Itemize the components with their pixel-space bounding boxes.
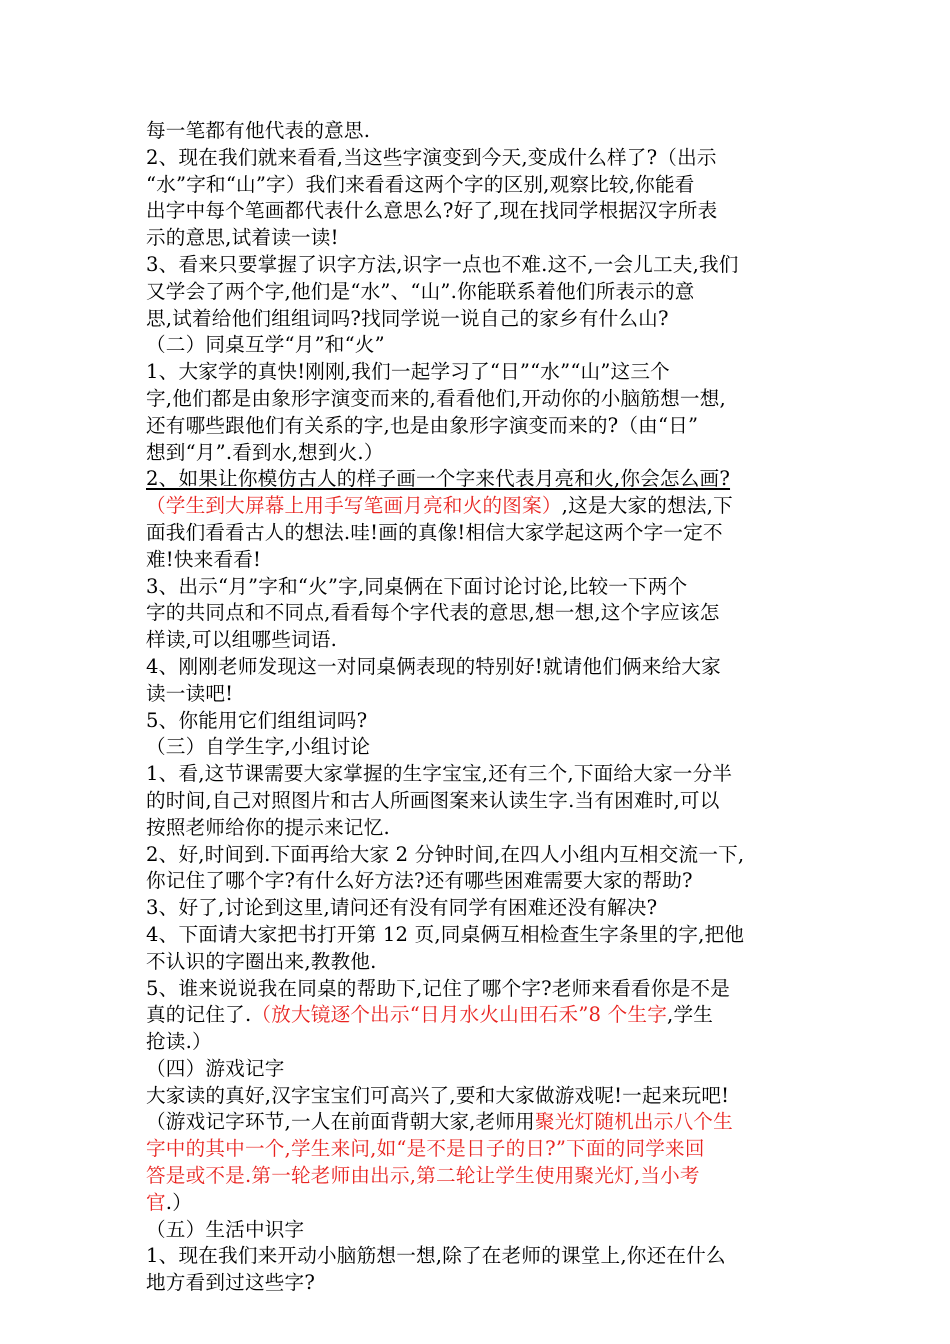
text-segment: ,学生 (667, 1003, 714, 1027)
text-segment: “水”字和“山”字）我们来看看这两个字的区别,观察比较,你能看 (146, 172, 695, 196)
text-line (146, 547, 810, 574)
text-segment: 的时间,自己对照图片和古人所画图案来认读生字.当有困难时,可以 (146, 788, 720, 812)
text-segment: 大家读的真好,汉字宝宝们可高兴了,要和大家做游戏呢!一起来玩吧! (146, 1083, 730, 1107)
text-line (146, 734, 810, 761)
text-line (146, 842, 810, 869)
text-line (146, 815, 810, 842)
text-line (146, 895, 810, 922)
text-line (146, 1270, 810, 1297)
text-line (146, 627, 810, 654)
text-segment: 5、你能用它们组组词吗? (146, 708, 368, 732)
text-line (146, 1029, 810, 1056)
text-line (146, 976, 810, 1003)
text-line (146, 1136, 810, 1163)
text-segment: 你记住了哪个字?有什么好方法?还有哪些困难需要大家的帮助? (146, 869, 693, 893)
text-segment: （二）同桌互学“月”和“火” (146, 333, 385, 357)
text-line (146, 359, 810, 386)
text-line (146, 1109, 810, 1136)
text-line (146, 493, 810, 520)
text-segment: 想到“月”.看到水,想到火.） (146, 440, 384, 464)
text-line (146, 761, 810, 788)
text-segment: 每一笔都有他代表的意思. (146, 119, 371, 142)
document-body (146, 118, 810, 1297)
text-line (146, 279, 810, 306)
text-segment: 3、出示“月”字和“火”字,同桌俩在下面讨论讨论,比较一下两个 (146, 574, 688, 598)
text-segment: 样读,可以组哪些词语. (146, 628, 338, 652)
text-line (146, 681, 810, 708)
highlighted-text: 字中的其中一个,学生来问,如“是不是日子的日?”下面的同学来回 (146, 1137, 705, 1161)
text-line (146, 1190, 810, 1217)
text-segment: 出字中每个笔画都代表什么意思么?好了,现在找同学根据汉字所表 (146, 199, 718, 223)
text-segment: 字,他们都是由象形字演变而来的,看看他们,开动你的小脑筋想一想, (146, 386, 726, 410)
text-line (146, 386, 810, 413)
text-segment: （游戏记字环节,一人在前面背朝大家,老师用 (146, 1110, 535, 1134)
text-line (146, 413, 810, 440)
text-segment: 5、谁来说说我在同桌的帮助下,记住了哪个字?老师来看看你是不是 (146, 976, 731, 1000)
text-line (146, 1083, 810, 1110)
highlighted-text: （学生到大屏幕上用手写笔画月亮和火的图案） (146, 494, 562, 518)
text-segment: 又学会了两个字,他们是“水”、“山”.你能联系着他们所表示的意 (146, 279, 695, 303)
text-line (146, 118, 810, 145)
text-line (146, 1217, 810, 1244)
highlighted-text: 官 (146, 1190, 166, 1214)
text-segment: 难!快来看看! (146, 547, 262, 571)
text-segment: 面我们看看古人的想法.哇!画的真像!相信大家学起这两个字一定不 (146, 520, 723, 544)
text-segment: ,这是大家的想法,下 (561, 494, 733, 518)
text-line (146, 1163, 810, 1190)
text-segment: 1、现在我们来开动小脑筋想一想,除了在老师的课堂上,你还在什么 (146, 1244, 726, 1268)
text-segment: 3、好了,讨论到这里,请问还有没有同学有困难还没有解决? (146, 896, 658, 920)
text-segment: .） (165, 1190, 193, 1214)
text-line (146, 466, 810, 493)
text-segment: 2、好,时间到.下面再给大家 2 分钟时间,在四人小组内互相交流一下, (146, 842, 745, 866)
text-segment: 1、看,这节课需要大家掌握的生字宝宝,还有三个,下面给大家一分半 (146, 762, 733, 786)
text-segment: 抢读.） (146, 1030, 212, 1054)
text-segment: （五）生活中识字 (146, 1217, 305, 1241)
text-segment: 2、现在我们就来看看,当这些字演变到今天,变成什么样了?（出示 (146, 145, 717, 169)
text-line (146, 252, 810, 279)
text-segment: 4、下面请大家把书打开第 12 页,同桌俩互相检查生字条里的字,把他 (146, 922, 745, 946)
highlighted-text: 聚光灯随机出示八个生 (534, 1110, 733, 1134)
highlighted-text: （放大镜逐个出示“日月水火山田石禾”8 个生字 (251, 1003, 668, 1027)
text-segment: 示的意思,试着读一读! (146, 226, 339, 250)
text-segment: 读一读吧! (146, 681, 234, 705)
text-line (146, 306, 810, 333)
text-segment: 思,试着给他们组组词吗?找同学说一说自己的家乡有什么山? (146, 306, 669, 330)
text-segment: 1、大家学的真快!刚刚,我们一起学习了“日”“水”“山”这三个 (146, 360, 670, 384)
text-line (146, 600, 810, 627)
text-segment: 2、如果让你模仿古人的样子画一个字来代表月亮和火,你会怎么画? (146, 467, 731, 491)
text-segment: 地方看到过这些字? (146, 1271, 316, 1295)
text-segment: 按照老师给你的提示来记忆. (146, 815, 390, 839)
text-line (146, 868, 810, 895)
text-line (146, 332, 810, 359)
text-line (146, 1002, 810, 1029)
text-segment: 4、刚刚老师发现这一对同桌俩表现的特别好!就请他们俩来给大家 (146, 654, 721, 678)
text-segment: 不认识的字圈出来,教教他. (146, 949, 377, 973)
text-line (146, 1243, 810, 1270)
text-line (146, 949, 810, 976)
text-segment: 字的共同点和不同点,看看每个字代表的意思,想一想,这个字应该怎 (146, 601, 720, 625)
text-line (146, 440, 810, 467)
text-line (146, 708, 810, 735)
text-line (146, 788, 810, 815)
text-line (146, 1056, 810, 1083)
text-line (146, 198, 810, 225)
text-line (146, 172, 810, 199)
text-segment: 3、看来只要掌握了识字方法,识字一点也不难.这不,一会儿工夫,我们 (146, 252, 739, 276)
text-line (146, 520, 810, 547)
text-segment: 还有哪些跟他们有关系的字,也是由象形字演变而来的?（由“日” (146, 413, 699, 437)
text-segment: （四）游戏记字 (146, 1056, 285, 1080)
text-line (146, 145, 810, 172)
text-segment: 真的记住了. (146, 1003, 252, 1027)
text-line (146, 574, 810, 601)
highlighted-text: 答是或不是.第一轮老师由出示,第二轮让学生使用聚光灯,当小考 (146, 1164, 700, 1188)
text-line (146, 922, 810, 949)
text-line (146, 654, 810, 681)
text-segment: （三）自学生字,小组讨论 (146, 735, 371, 759)
text-line (146, 225, 810, 252)
